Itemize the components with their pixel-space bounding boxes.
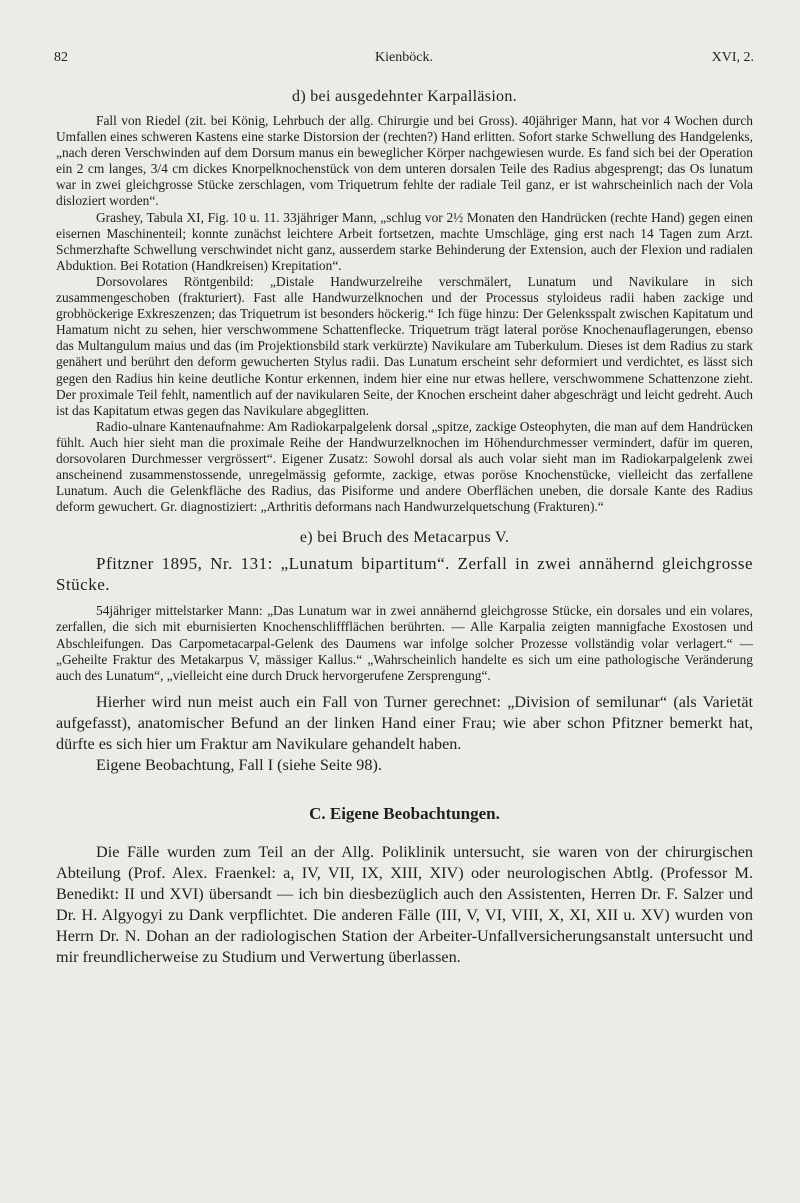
section-c-heading: C. Eigene Beobachtungen. — [309, 803, 500, 823]
case-grashey-paragraph: Grashey, Tabula XI, Fig. 10 u. 11. 33jähriger Mann, „schlug vor 2½ Monaten den Handrücken (rechte Hand) gegen einen eisernen Maschinenteil; konnte zunächst leichtere Arbeit fortsetzen, machte Umschläge, ging erst nach 14 Tagen zum Arzt. Schmerzhafte Schwellung verschwindet nicht ganz, ausserdem starke Behinderung der Extension, auch der Flexion und radialen Abduktion. Bei Rotation (Handkreisen) Krepitation“. — [56, 209, 753, 273]
pfitzner-case-heading: Pfitzner 1895, Nr. 131: „Lunatum bipartitum“. Zerfall in zwei annähernd gleichgrosse Stücke. — [56, 554, 753, 595]
page-number: 82 — [54, 50, 68, 65]
case-riedel-paragraph: Fall von Riedel (zit. bei König, Lehrbuch der allg. Chirurgie und bei Gross). 40jähriger Mann, hat vor 4 Wochen durch Umfallen eines schweren Kastens eine starke Distorsion der (rechten?) Hand erlitten. Sofort starke Schwellung des Handgelenks, „nach deren Verschwinden auf dem Dorsum manus ein beweglicher Körper nachgewiesen wurde. Es fand sich bei der Operation ein 2 cm langes, 3/4 cm dickes Knorpelknochenstück von dem unteren dorsalen Teile des Radius abgesprengt; das Os lunatum war in zwei gleichgrosse Stücke zerschlagen, vom Triquetrum fehlte der radiale Teil ganz, er ist wahrscheinlich nach der Vola disloziert worden“. — [56, 113, 753, 209]
running-author: Kienböck. — [375, 50, 433, 65]
own-observation-reference: Eigene Beobachtung, Fall I (siehe Seite 98). — [96, 755, 382, 774]
radioulnar-xray-paragraph: Radio-ulnare Kantenaufnahme: Am Radiokarpalgelenk dorsal „spitze, zackige Osteophyten, die man auf dem Handrücken fühlt. Auch hier sieht man die proximale Reihe der Handwurzelknochen im Höhendurchmesser vermindert, dafür im queren, dorsovolaren Durchmesser vergrössert“. Eigener Zusatz: Sowohl dorsal als auch volar sieht man im Radiokarpalgelenk zwei anscheinend zusammenstossende, unregelmässig geformte, zackige, etwas poröse Knochenstücke, vielleicht das zerfallene Lunatum. Auch die Gelenkfläche des Radius, das Pisiforme und andere Oberflächen uneben, die dorsale Kante des Radius deform gewuchert. Gr. diagnostiziert: „Arthritis deformans nach Handwurzelquetschung (Frakturen).“ — [56, 418, 753, 515]
section-d-heading: d) bei ausgedehnter Karpalläsion. — [292, 88, 517, 105]
running-header — [54, 50, 754, 72]
section-e-heading: e) bei Bruch des Metacarpus V. — [299, 529, 510, 547]
own-observations-paragraph: Die Fälle wurden zum Teil an der Allg. Poliklinik untersucht, sie waren von der chirurgischen Abteilung (Prof. Alex. Fraenkel: a, IV, VII, IX, XIII, XIV) oder neurologischen Abtlg. (Professor M. Benedikt: II und XVI) übersandt — ich bin diesbezüglich auch den Assistenten, Herren Dr. F. Salzer und Dr. H. Algyogyi zu Dank verpflichtet. Die anderen Fälle (III, V, VI, VIII, X, XI, XII u. XV) wurden von Herrn Dr. N. Dohan an der radiologischen Station der Arbeiter-Unfallversicherungsanstalt untersucht und mir freundlicherweise zu Studium und Verwertung überlassen. — [56, 842, 753, 966]
pfitzner-case-paragraph: 54jähriger mittelstarker Mann: „Das Lunatum war in zwei annähernd gleichgrosse Stücke, ein dorsales und ein volares, zerfallen, die sich mit eburnisierten Knochenschliffflächen berührten. — Alle Karpalia zeigten mannigfache Exostosen und Abschleifungen. Das Carpometacarpal-Gelenk des Daumens war infolge solcher Prozesse vollständig volar verlagert.“ — „Geheilte Fraktur des Metakarpus V, mässiger Kallus.“ „Wahrscheinlich handelte es sich um eine pathologische Veränderung auch des Lunatum“, „vielleicht eine durch Druck hervorgerufene Zersprengung“. — [56, 603, 753, 683]
volume-number: XVI, 2. — [711, 50, 754, 65]
page-body — [56, 88, 753, 968]
dorsovolar-xray-paragraph: Dorsovolares Röntgenbild: „Distale Handwurzelreihe verschmälert, Lunatum und Navikulare in sich zusammengeschoben (frakturiert). Fast alle Handwurzelknochen und der Processus styloideus radii haben zackige und grobhöckerige Exkreszenzen; das Triquetrum ist besonders höckerig.“ Ich füge hinzu: Der Gelenksspalt zwischen Kapitatum und Hamatum nicht zu sehen, hier verschwommene Schattenflecke. Triquetrum trägt lateral poröse Knochenauflagerungen, ebenso das Multangulum maius und das (im Projektionsbild stark verkürzte) Navikulare am Tuberkulum. Dieses ist dem Radius zu stark genähert und berührt den deform gewucherten Stylus radii. Das Lunatum erscheint sehr deformiert und verdichtet, es lässt sich gegen den Radius hin keine deutliche Kontur erkennen, indem hier eine nur etwas hellere, verschwommene Schattenzone zieht. Der proximale Teil fehlt, namentlich auf der navikularen Seite, der Knochen erscheint daher abgeschrägt und leicht gedreht. Auch ist das Kapitatum etwas gegen das Navikulare abgeglitten. — [56, 273, 753, 418]
turner-case-paragraph: Hierher wird nun meist auch ein Fall von Turner gerechnet: „Division of semilunar“ (als Varietät aufgefasst), anatomischer Befund an der linken Hand einer Frau; wie aber schon Pfitzner bemerkt hat, dürfte es sich hier um Fraktur am Navikulare gehandelt haben. — [56, 692, 753, 753]
